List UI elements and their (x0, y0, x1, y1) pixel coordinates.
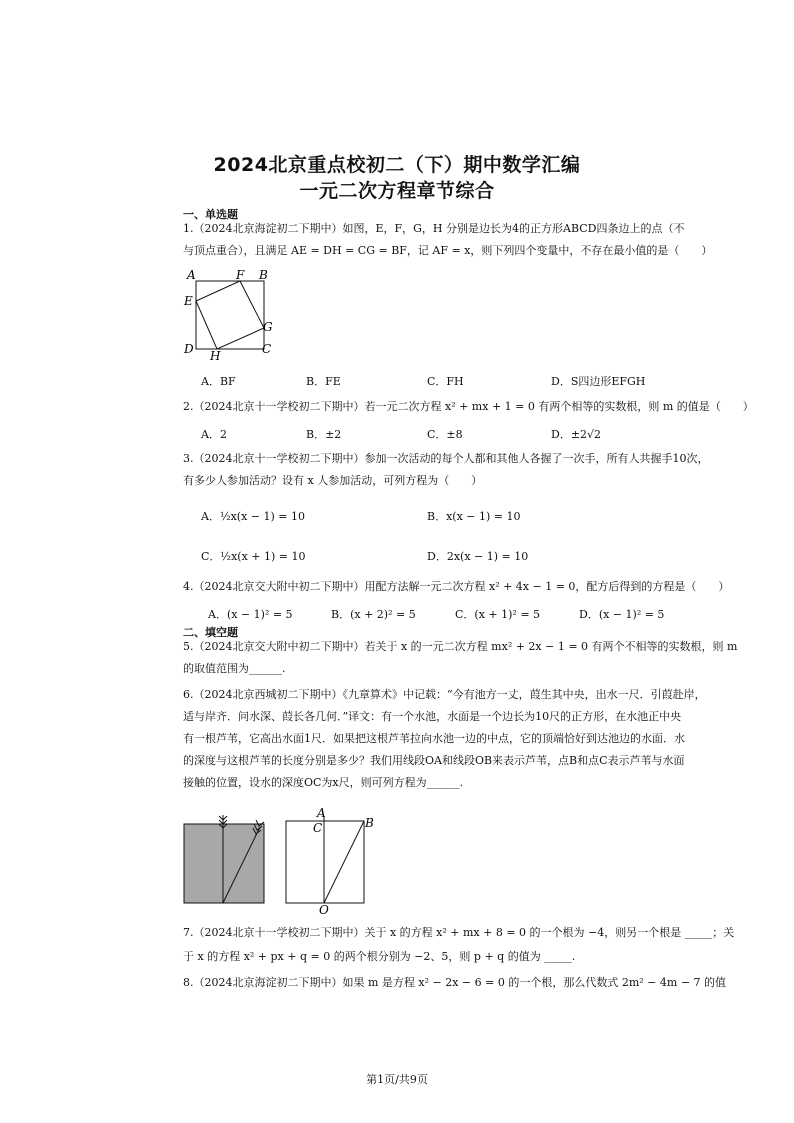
q6-line5: 接触的位置，设水的深度OC为x尺，则可列方程为______. (183, 776, 464, 789)
q2-option-c[interactable]: C．±8 (427, 428, 463, 441)
q3-option-c[interactable]: C．½x(x + 1) = 10 (201, 550, 306, 563)
square-abcd (196, 281, 264, 349)
label-c: C (313, 821, 323, 835)
q4-option-d[interactable]: D．(x − 1)² = 5 (579, 608, 665, 621)
q7-line1: 7.（2024北京十一学校初二下期中）关于 x 的方程 x² + mx + 8 = 0 的一个根为 −4，则另一个根是 _____；关 (183, 926, 735, 939)
section-single-choice: 一、单选题 (183, 208, 238, 221)
reed-geometry-figure (282, 806, 372, 916)
q1-option-b[interactable]: B．FE (306, 375, 341, 388)
q1-line1: 1.（2024北京海淀初二下期中）如图，E，F，G，H 分别是边长为4的正方形ABCD四条边上的点（不 (183, 222, 685, 235)
pond-reed-figure (183, 810, 268, 905)
q2-line1: 2.（2024北京十一学校初二下期中）若一元二次方程 x² + mx + 1 = 0 有两个相等的实数根，则 m 的值是（ ） (183, 400, 754, 413)
q5-line1: 5.（2024北京交大附中初二下期中）若关于 x 的一元二次方程 mx² + 2x − 1 = 0 有两个不相等的实数根，则 m (183, 640, 738, 653)
q6-line1: 6.（2024北京西城初二下期中）《九章算术》中记载：“今有池方一丈，葭生其中央，出水一尺．引葭赴岸， (183, 688, 706, 701)
q1-square-figure (183, 266, 278, 361)
q7-line2: 于 x 的方程 x² + px + q = 0 的两个根分别为 −2、5，则 p + q 的值为 _____. (183, 950, 576, 963)
q1-option-d[interactable]: D．S四边形EFGH (551, 375, 646, 388)
q4-option-a[interactable]: A．(x − 1)² = 5 (208, 608, 293, 621)
label-d: D (184, 342, 194, 356)
water-body (184, 824, 264, 903)
q1-option-c[interactable]: C．FH (427, 375, 464, 388)
label-h: H (210, 349, 221, 363)
label-b: B (259, 268, 268, 282)
segment-ob (324, 821, 364, 903)
q6-line3: 有一根芦苇，它高出水面1尺．如果把这根芦苇拉向水池一边的中点，它的顶端恰好到达池边的水面．水 (183, 732, 685, 745)
label-a: A (317, 806, 326, 820)
page-footer: 第1页/共9页 (366, 1073, 428, 1086)
q1-line2: 与顶点重合），且满足 AE = DH = CG = BF，记 AF = x，则下列四个变量中，不存在最小值的是（ ） (183, 244, 713, 257)
q3-option-d[interactable]: D．2x(x − 1) = 10 (427, 550, 529, 563)
q2-option-b[interactable]: B．±2 (306, 428, 342, 441)
q3-line2: 有多少人参加活动？设有 x 人参加活动，可列方程为（ ） (183, 474, 483, 487)
doc-subtitle: 一元二次方程章节综合 (299, 180, 495, 202)
q4-option-c[interactable]: C．(x + 1)² = 5 (455, 608, 541, 621)
q2-option-a[interactable]: A．2 (201, 428, 227, 441)
q3-line1: 3.（2024北京十一学校初二下期中）参加一次活动的每个人都和其他人各握了一次手，所有人共握手10次， (183, 452, 709, 465)
q4-line1: 4.（2024北京交大附中初二下期中）用配方法解一元二次方程 x² + 4x − 1 = 0，配方后得到的方程是（ ） (183, 580, 730, 593)
q2-option-d[interactable]: D．±2√2 (551, 428, 602, 441)
label-o: O (319, 903, 329, 917)
q5-line2: 的取值范围为______. (183, 662, 286, 675)
q1-option-a[interactable]: A．BF (201, 375, 236, 388)
quad-efgh (196, 281, 264, 349)
doc-title: 2024北京重点校初二（下）期中数学汇编 (213, 154, 581, 176)
q6-line2: 适与岸齐．问水深、葭长各几何．”译文：有一个水池，水面是一个边长为10尺的正方形，在水池正中央 (183, 710, 682, 723)
label-b: B (365, 816, 374, 830)
q6-line4: 的深度与这根芦苇的长度分别是多少？我们用线段OA和线段OB来表示芦苇，点B和点C表示芦苇与水面 (183, 754, 685, 767)
q3-option-b[interactable]: B．x(x − 1) = 10 (427, 510, 521, 523)
label-c: C (262, 342, 272, 356)
label-g: G (263, 320, 273, 334)
label-e: E (184, 294, 193, 308)
q3-option-a[interactable]: A．½x(x − 1) = 10 (201, 510, 306, 523)
q4-option-b[interactable]: B．(x + 2)² = 5 (331, 608, 416, 621)
q8-line1: 8.（2024北京海淀初二下期中）如果 m 是方程 x² − 2x − 6 = 0 的一个根，那么代数式 2m² − 4m − 7 的值 (183, 976, 727, 989)
pond-outline (286, 821, 364, 903)
label-f: F (236, 268, 245, 282)
label-a: A (187, 268, 196, 282)
section-fill-blank: 二、填空题 (183, 626, 238, 639)
